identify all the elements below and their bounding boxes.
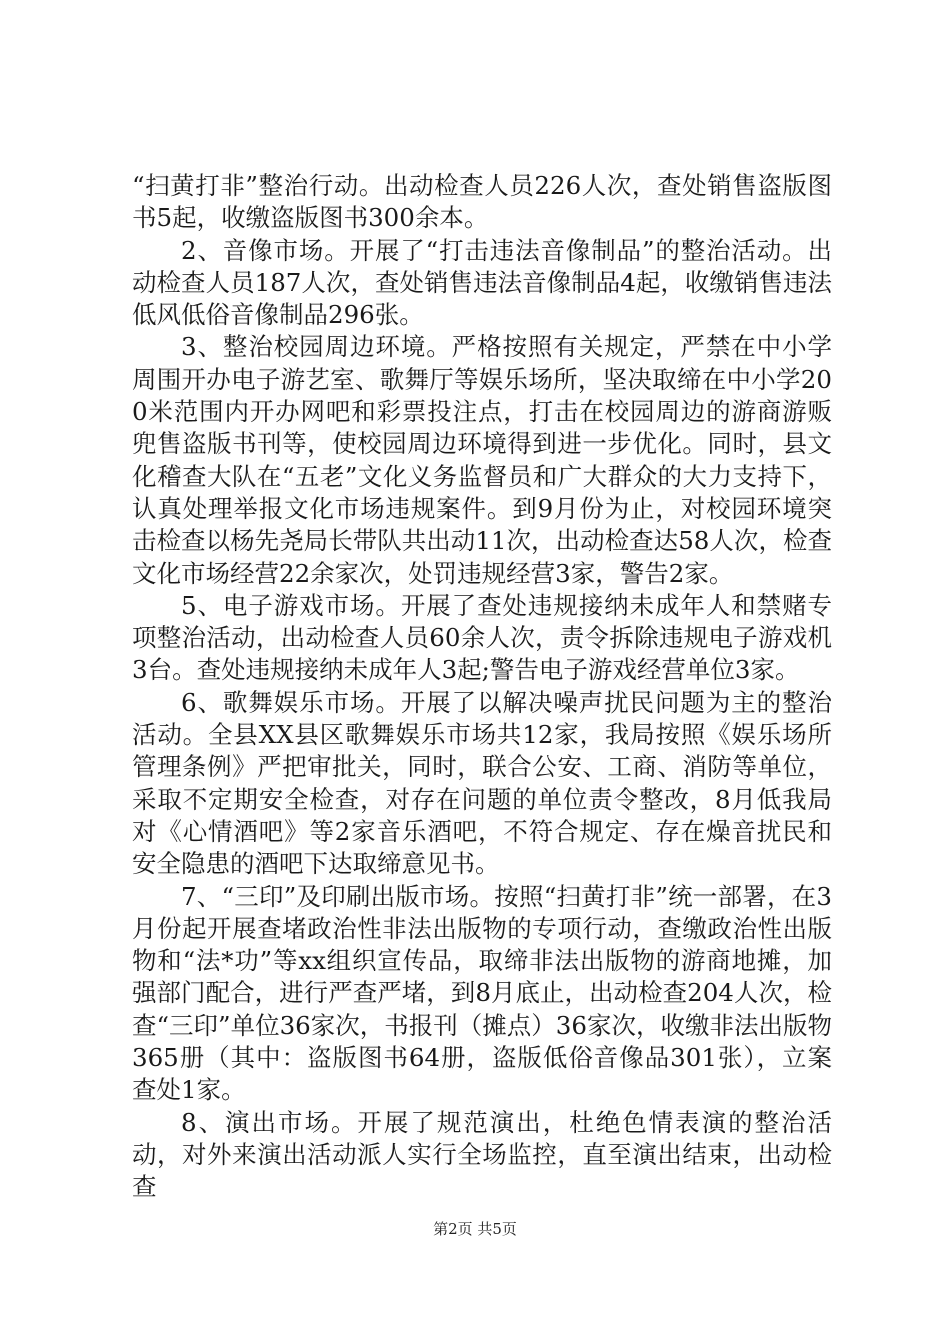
- paragraph-continued: “扫黄打非”整治行动。出动检查人员226人次，查处销售盗版图书5起，收缴盗版图书300余本。: [132, 171, 832, 233]
- document-body: [132, 170, 832, 1204]
- paragraph-audio-video-market: 2、音像市场。开展了“打击违法音像制品”的整治活动。出动检查人员187人次，查处销售违法音像制品4起，收缴销售违法低风低俗音像制品296张。: [132, 235, 832, 330]
- paragraph-printing-publishing-market: 7、“三印”及印刷出版市场。按照“扫黄打非”统一部署，在3月份起开展查堵政治性非法出版物的专项行动，查缴政治性出版物和“法*功”等xx组织宣传品，取缔非法出版物的游商地摊，加强部门配合，进行严查严堵，到8月底止，出动检查204人次，检查“三印”单位36家次，书报刊（摊点）36家次，收缴非法出版物365册（其中：盗版图书64册，盗版低俗音像品301张），立案查处1家。: [132, 881, 832, 1105]
- page-number-footer: 第2页 共5页: [433, 1220, 517, 1238]
- paragraph-performance-market: 8、演出市场。开展了规范演出，杜绝色情表演的整治活动，对外来演出活动派人实行全场监控，直至演出结束，出动检查: [132, 1107, 832, 1202]
- paragraph-video-game-market: 5、电子游戏市场。开展了查处违规接纳未成年人和禁赌专项整治活动，出动检查人员60余人次，责令拆除违规电子游戏机3台。查处违规接纳未成年人3起;警告电子游戏经营单位3家。: [132, 590, 832, 685]
- paragraph-campus-environment: 3、整治校园周边环境。严格按照有关规定，严禁在中小学周围开办电子游艺室、歌舞厅等娱乐场所，坚决取缔在中小学200米范围内开办网吧和彩票投注点，打击在校园周边的游商游贩兜售盗版书刊等，使校园周边环境得到进一步优化。同时，县文化稽查大队在“五老”文化义务监督员和广大群众的大力支持下，认真处理举报文化市场违规案件。到9月份为止，对校园环境突击检查以杨先尧局长带队共出动11次，出动检查达58人次，检查文化市场经营22余家次，处罚违规经营3家，警告2家。: [132, 332, 832, 588]
- paragraph-entertainment-market: 6、歌舞娱乐市场。开展了以解决噪声扰民问题为主的整治活动。全县XX县区歌舞娱乐市场共12家，我局按照《娱乐场所管理条例》严把审批关，同时，联合公安、工商、消防等单位，采取不定期安全检查，对存在问题的单位责令整改，8月低我局对《心情酒吧》等2家音乐酒吧，不符合规定、存在燥音扰民和安全隐患的酒吧下达取缔意见书。: [132, 687, 832, 879]
